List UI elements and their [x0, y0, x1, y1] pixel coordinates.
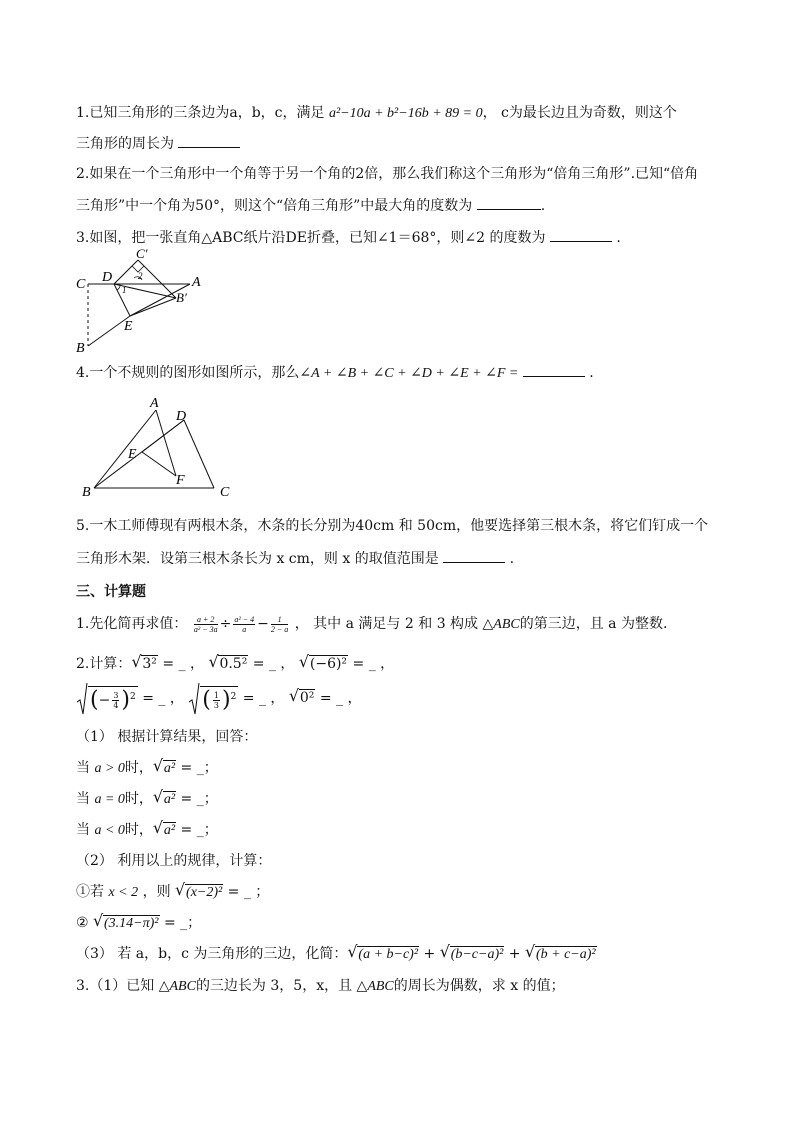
- label-F: F: [176, 473, 185, 488]
- q4-period: .: [589, 365, 594, 381]
- label-Cp: C′: [136, 248, 148, 261]
- c1-text-a: 1.先化简再求值：: [76, 616, 188, 632]
- sqrt: [94, 913, 159, 934]
- c2-p3: [76, 944, 597, 965]
- c1-text-c: 的第三边，且 a 为整数.: [519, 616, 668, 632]
- eq-1: = _ ，: [157, 656, 204, 672]
- q5-line1: [76, 516, 708, 536]
- answer-blank[interactable]: [550, 227, 612, 242]
- num: 1: [213, 691, 219, 701]
- eq-2: = _ ，: [248, 656, 295, 672]
- sqrt: [526, 944, 597, 965]
- radicand: ( $\frac{1}{3}$ )$^2$: [202, 687, 237, 713]
- answer-blank[interactable]: [178, 133, 240, 148]
- label-A: A: [192, 275, 201, 290]
- c3-abc-2: ABC: [367, 979, 394, 994]
- label-C: C: [76, 277, 86, 292]
- c3-abc-1: ABC: [169, 979, 196, 994]
- q3-line: [76, 227, 621, 248]
- sqrt: [209, 654, 248, 674]
- plus: +: [504, 946, 525, 962]
- label-Bp: B′: [176, 290, 187, 305]
- radicand: (− $\frac{3}{4}$ )$^2$: [90, 687, 136, 713]
- fraction-2: [233, 615, 255, 634]
- sqrt: [176, 882, 223, 903]
- rad: (b + c−a)²: [535, 947, 596, 962]
- fraction-1: [194, 615, 218, 634]
- c2-label: 2.计算：: [76, 656, 132, 672]
- rad: a²: [163, 792, 176, 807]
- c3-text-c: 的周长为偶数，求 x 的值；: [393, 978, 565, 994]
- den: 3: [213, 701, 219, 711]
- f2-num: a² − 4: [234, 614, 255, 624]
- answer-blank[interactable]: [477, 195, 541, 210]
- f3-num: 1: [271, 615, 288, 625]
- sign: −: [98, 692, 111, 709]
- label-angle-2: 2: [138, 271, 143, 281]
- radical-sign: [188, 682, 200, 716]
- label-D: D: [102, 270, 113, 285]
- f1-den: a² − 3a: [193, 624, 218, 634]
- q5-period: .: [509, 551, 515, 567]
- minus-sign: −: [257, 616, 269, 632]
- semi: = _；: [176, 791, 218, 807]
- end: = _；: [159, 915, 202, 931]
- f3-den: 2 − a: [270, 624, 289, 634]
- semi: = _；: [176, 822, 218, 838]
- div-sign: ÷: [219, 616, 232, 632]
- frac: [213, 691, 220, 710]
- sqrt: [348, 944, 419, 965]
- eq-3: = _ ，: [348, 656, 395, 672]
- label-D: D: [176, 409, 187, 424]
- label-angle-1: 1: [122, 285, 127, 295]
- q5-text-a: 5.一木工师傅现有两根木条，木条的长分别为40cm 和 50cm，他要选择第三根木条，将它们钉成一个: [76, 518, 709, 534]
- sqrt-fraction-2: [188, 686, 238, 711]
- q2-text-a: 2.如果在一个三角形中一个角等于另一个角的2倍，那么我们称这个三角形为“倍角三角形”.已知“倍角: [76, 166, 699, 182]
- rad-1: 3²: [142, 656, 157, 672]
- paren: (: [202, 687, 211, 713]
- c2-p2: （2） 利用以上的规律，计算：: [76, 853, 272, 869]
- num: 3: [113, 691, 119, 701]
- q3-figure: [72, 248, 212, 356]
- c2-line1: [76, 654, 394, 674]
- rad: a²: [163, 823, 176, 838]
- c2-when-2: [76, 789, 218, 810]
- section-title: 三、计算题: [76, 584, 146, 600]
- q1-text: 1.已知三角形的三条边为a，b，c，满足: [76, 105, 329, 121]
- rad-2: 0.5²: [219, 656, 248, 672]
- when: 当: [76, 822, 95, 838]
- c2-item-1: [76, 882, 269, 903]
- q4-text: 4.一个不规则的图形如图所示，那么: [76, 365, 300, 381]
- fraction-3: [271, 615, 288, 634]
- cond: a < 0: [94, 823, 125, 838]
- rad: (3.14−π)²: [104, 916, 159, 931]
- q2-line1: [76, 164, 698, 184]
- label-C: C: [220, 485, 230, 500]
- shi: 时，: [124, 822, 153, 838]
- c2-item-2: [76, 913, 201, 934]
- c3-text-b: 的三边长为 3，5，x，且 △: [195, 978, 368, 994]
- f2-den: a: [242, 624, 247, 634]
- c3-text-a: 3.（1）已知 △: [76, 978, 170, 994]
- rad-3: (−6)²: [309, 656, 348, 672]
- q2-text-b: 三角形”中一个角为50°，则这个“倍角三角形”中最大角的度数为: [76, 198, 473, 214]
- frac: [112, 691, 119, 710]
- den: 4: [113, 701, 119, 711]
- eq-4: = _ ，: [137, 690, 184, 707]
- paren: ): [221, 687, 231, 713]
- cond: x < 2: [108, 885, 139, 900]
- sqrt: [154, 820, 176, 841]
- label-A: A: [150, 396, 159, 411]
- c2-line2: [76, 686, 361, 720]
- q1-text-c: 三角形的周长为: [76, 136, 174, 152]
- q1-line2: [76, 133, 240, 154]
- sqrt: [154, 758, 176, 779]
- p3-text: （3） 若 a，b，c 为三角形的三边，化简：: [76, 946, 348, 962]
- c3-line: [76, 976, 565, 997]
- c1-text-b: ， 其中 a 满足与 2 和 3 构成 △: [294, 616, 494, 632]
- c2-when-3: [76, 820, 218, 841]
- c2-p1: （1） 根据计算结果，回答：: [76, 729, 258, 745]
- label-E: E: [124, 319, 133, 334]
- c1-abc: ABC: [493, 617, 520, 632]
- paren: ): [121, 687, 131, 713]
- sqrt: [132, 654, 158, 674]
- sqrt: [300, 654, 348, 674]
- q2-line2: [76, 195, 545, 216]
- plus: +: [419, 946, 440, 962]
- rad: (x−2)²: [186, 885, 223, 900]
- sqrt: [441, 944, 505, 965]
- label-B: B: [76, 341, 85, 356]
- q1-line1: [76, 103, 677, 124]
- end: = _ ；: [223, 884, 270, 900]
- pre: ②: [76, 915, 94, 931]
- rad-6: 0²: [299, 690, 315, 707]
- q4-figure: [78, 392, 238, 502]
- sqrt-fraction-1: [76, 686, 138, 711]
- mid: ，则: [138, 884, 176, 900]
- answer-blank[interactable]: [443, 548, 505, 563]
- radical-sign: [76, 682, 88, 716]
- shi: 时，: [124, 791, 153, 807]
- q5-line2: [76, 548, 514, 569]
- eq-5: = _ ，: [238, 690, 285, 707]
- eq-6: = _ ，: [315, 690, 362, 707]
- when: 当: [76, 760, 95, 776]
- pre: ①若: [76, 884, 109, 900]
- q2-period: .: [540, 198, 546, 214]
- c1-line: [76, 614, 667, 635]
- cond: a > 0: [94, 761, 125, 776]
- cond: a = 0: [94, 792, 125, 807]
- f1-num: a + 2: [194, 615, 218, 625]
- q1-formula: a²−10a + b²−16b + 89 = 0: [328, 106, 483, 121]
- paren: (: [90, 687, 99, 713]
- rad: a²: [163, 761, 176, 776]
- shi: 时，: [124, 760, 153, 776]
- rad: (b−c−a)²: [450, 947, 504, 962]
- q3-period: .: [616, 230, 621, 246]
- q4-formula: ∠A + ∠B + ∠C + ∠D + ∠E + ∠F =: [299, 366, 519, 381]
- answer-blank[interactable]: [523, 362, 585, 377]
- label-E: E: [128, 447, 137, 462]
- c2-when-1: [76, 758, 218, 779]
- q1-text-b: ， c为最长边且为奇数，则这个: [482, 105, 677, 121]
- q5-text-b: 三角形木架．设第三根木条长为 x cm，则 x 的取值范围是: [76, 551, 439, 567]
- sqrt: [154, 789, 176, 810]
- q3-text: 3.如图，把一张直角△ABC纸片沿DE折叠，已知∠1＝68°，则∠2 的度数为: [76, 230, 546, 246]
- label-B: B: [82, 485, 91, 500]
- when: 当: [76, 791, 95, 807]
- semi: = _；: [176, 760, 218, 776]
- sqrt: [290, 688, 316, 708]
- q4-line: [76, 362, 594, 384]
- rad: (a + b−c)²: [358, 947, 419, 962]
